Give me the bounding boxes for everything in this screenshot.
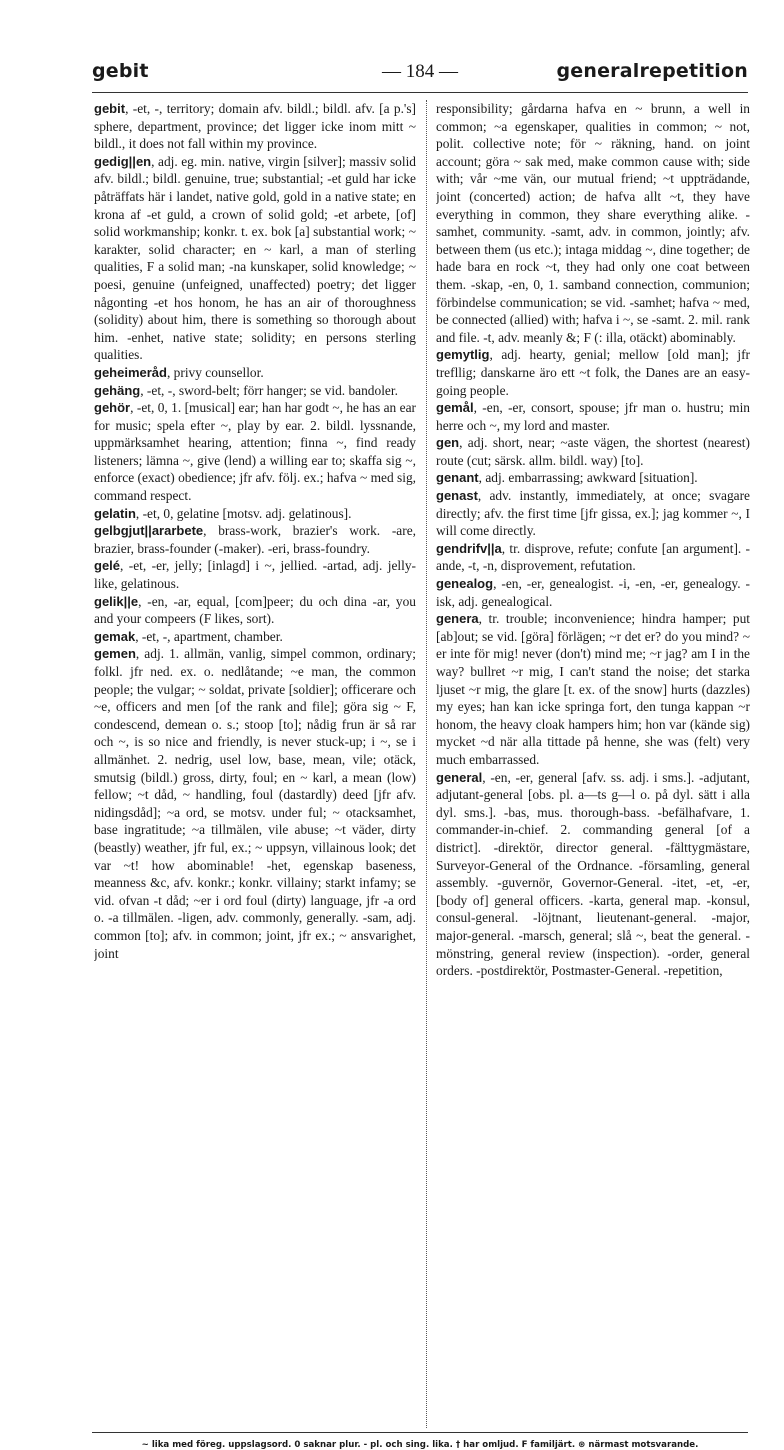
dictionary-entry <box>94 100 416 153</box>
entry-definition: , -et, -, territory; domain afv. bildl.; bildl. afv. [a p.'s] sphere, department, province; det ligger icke inom mitt ~ bildl., it does not fall within my province. <box>94 101 416 152</box>
entry-headword: gemak <box>94 628 136 644</box>
entry-definition: , tr. disprove, refute; confute [an argument]. -ande, -t, -n, disprovement, refutation. <box>436 540 750 574</box>
left-column <box>94 100 416 1422</box>
entry-definition: , brass-work, brazier's work. -are, brazier, brass-founder (-maker). -eri, brass-foundry. <box>94 523 416 556</box>
dictionary-entry <box>436 100 750 346</box>
dictionary-entry <box>436 769 750 980</box>
dictionary-entry <box>436 487 750 540</box>
dictionary-entry <box>94 593 416 628</box>
entry-headword: gen <box>436 435 460 451</box>
dictionary-entry <box>436 540 750 575</box>
dictionary-entry <box>94 628 416 646</box>
entry-definition: , -en, -er, consort, spouse; jfr man o. hustru; min herre och ~, my lord and master. <box>436 400 750 433</box>
entry-headword: genast <box>436 488 478 504</box>
dictionary-entry <box>94 382 416 400</box>
entry-definition: , adj. embarrassing; awkward [situation]. <box>478 470 698 486</box>
right-guideword: generalrepetition <box>556 60 748 82</box>
dictionary-entry <box>94 364 416 382</box>
entry-headword: gelatin <box>94 505 136 521</box>
entry-headword: gelbgjut||ararbete <box>94 523 204 539</box>
dictionary-entry <box>94 645 416 962</box>
right-column <box>436 100 750 1422</box>
dictionary-entry <box>94 557 416 592</box>
left-guideword: gebit <box>92 60 149 82</box>
footer-rule <box>92 1432 748 1433</box>
entry-definition: , adj. eg. min. native, virgin [silver]; massiv solid afv. bildl.; bildl. genuine, true; substantial; -et guld har icke påträffats här i landet, native gold, gold in a native state; en krona af -et guld, a crown of solid gold; -et arbete, [of] solid workmanship; konkr. t. ex. bok [a] substantial work; ~ karakter, solid character; en ~ karl, a man of sterling qualities, F a solid man; -na kunskaper, solid knowledge; ~ poesi, genuine (unfeigned, unaffected) poetry; det ligger någonting -et hos honom, he has an air of thoroughness (solidity) about him, there is something so thorough about him. -enhet, native state; solidity; en persons sterling qualities. <box>94 153 416 363</box>
entry-definition: , -et, -er, jelly; [inlagd] i ~, jellied. -artad, adj. jelly-like, gelatinous. <box>94 558 416 592</box>
dictionary-entry <box>436 610 750 768</box>
entry-definition: , adj. 1. allmän, vanlig, simpel common, ordinary; folkl. jfr ned. ex. o. nedlåtande; ~e man, the common people; the vulgar; ~ soldat, private [soldier]; officerare och ~e, officers and men [of the rank and file]; göra sig ~ F, condescend, demean o. s.; stoop [to]; nådig frun är så rar och ~, is so nice and friendly, is never stuck-up; i ~, se i allmänhet. 2. nedrig, usel low, base, mean, vile; otäck, smutsig (bildl.) gross, dirty, foul; en ~ karl, a mean (low) fellow; ~t dåd, ~ handling, foul (dastardly) deed [jfr afv. nidingsdåd]; ~a ord, se motsv. under ful; ~ otacksamhet, base ingratitude; ~a tillmälen, vile abuse; ~t väder, dirty (beastly) weather, jfr ful, ex.; ~ uppsyn, villainous look; det var ~t! how abominable! -het, egenskap baseness, meanness &c, afv. konkr.; konkr. villainy; starkt infamy; se vid. ofvan -t dåd; ~er i ord foul (dirty) language, jfr -a ord o. -a tillmälen. -ligen, adv. commonly, generally. -sam, adj. common [to]; afv. in common; joint, jfr ex.; ~ ansvarighet, joint <box>94 646 416 961</box>
entry-headword: gelé <box>94 558 121 574</box>
header-rule <box>92 92 748 93</box>
entry-definition: , tr. trouble; inconvenience; hindra hamper; put [ab]out; se vid. [göra] förlägen; ~r det er? do you mind? ~ er inte för mig! never (don't) mind me; ~r jag? am I in the way? bullret ~r mig, I can't stand the noise; det starka ljuset ~r mig, the glare [t. ex. of the snow] hurts (dazzles) my eyes; han kan icke springa fort, den tunga kappan ~r honom, the heavy cloak hampers him; hon var (kände sig) mycket ~d när alla tittade på henne, she was (felt) very much embarrassed. <box>436 611 750 767</box>
dictionary-entry <box>94 522 416 557</box>
entry-definition: , -en, -ar, equal, [com]peer; du och dina -ar, you and your compeers (F likes, sort). <box>94 593 416 627</box>
dictionary-entry <box>94 399 416 505</box>
entry-headword: gemytlig <box>436 347 490 363</box>
entry-definition: , -et, 0, 1. [musical] ear; han har godt ~, he has an ear for music; spela efter ~, play by ear. 2. bildl. lyssnande, uppmärksamhet hearing, attention; finna ~, find ready listeners; lämna ~, give (lend) a willing ear to; skaffa sig ~, enforce (exact) obedience; jfr afv. följ. ex.; hafva ~ med sig, command respect. <box>94 400 416 504</box>
dictionary-entry <box>436 434 750 469</box>
column-divider <box>426 100 427 1428</box>
page-number: — 184 — <box>382 61 458 82</box>
entry-definition: , -et, -, sword-belt; förr hanger; se vid. bandoler. <box>140 382 398 398</box>
entry-headword: gedig||en <box>94 153 152 169</box>
entry-definition: , adj. hearty, genial; mellow [old man]; jfr trefllig; danskarne äro ett ~t folk, the Danes are an easy-going people. <box>436 347 750 398</box>
entry-definition: , adv. instantly, immediately, at once; svagare directly; afv. the first time [jfr gissa, ex.]; jag kommer ~, I will come directly. <box>436 488 750 539</box>
entry-headword: gehäng <box>94 382 141 398</box>
entry-definition: , -en, -er, general [afv. ss. adj. i sms.]. -adjutant, adjutant-general [obs. pl. a—ts g—l o. på dyl. sätt i alla dyl. sms.]. -bas, mus. thorough-bass. -befälhafvare, 1. commander-in-chief. 2. commanding general [of a district]. -direktör, director general. -fälttygmästare, Surveyor-General of the Ordnance. -församling, general assembly. -guvernör, Governor-General. -itet, -et, -er, [body of] general officers. -karta, general map. -konsul, consul-general. -löjtnant, lieutenant-general. -major, major-general. -marsch, general; slå ~, beat the general. -mönstring, general review (inspection). -order, general orders. -postdirektör, Postmaster-General. -repetition, <box>436 769 750 979</box>
dictionary-entry <box>94 153 416 364</box>
entry-headword: gehör <box>94 400 131 416</box>
dictionary-entry <box>94 505 416 523</box>
entry-headword: genealog <box>436 576 494 592</box>
entry-definition: , -et, -, apartment, chamber. <box>135 628 283 644</box>
dictionary-entry <box>436 575 750 610</box>
entry-definition: , adj. short, near; ~aste vägen, the shortest (nearest) route (cut; särsk. allm. bildl. way) [to]. <box>436 435 750 468</box>
entry-headword: genera <box>436 611 479 627</box>
dictionary-entry <box>436 399 750 434</box>
entry-headword: geheimeråd <box>94 364 167 380</box>
entry-headword: gelik||e <box>94 593 139 609</box>
entry-definition: , -et, 0, gelatine [motsv. adj. gelatinous]. <box>135 505 352 521</box>
dictionary-entry <box>436 346 750 399</box>
entry-headword: gebit <box>94 101 126 116</box>
entry-definition: responsibility; gårdarna hafva en ~ brunn, a well in common; ~a egenskaper, qualities in common; ~ not, polit. collective note; för ~ räkning, hand. on joint account; göra ~ sak med, make common cause with; side with; vår ~me vän, our mutual friend; ~t uppträdande, joint (concerted) action; de hafva allt ~t, they have everything in common, they share everything alike. -samhet, community. -samt, adv. in common, jointly; afv. between them (us etc.); intaga middag ~, dine together; de hade bara en rock ~t, they had only one coat between them. -skap, -en, 0, 1. samband connection, communion; förbindelse communication; se vid. -samhet; hafva ~ med, be connected (allied) with; hafva i ~, se -samt. 2. mil. rank and file. -t, adv. meanly &; F (: illa, otäckt) abominably. <box>436 101 750 345</box>
abbreviation-legend: ~ lika med föreg. uppslagsord. 0 saknar plur. - pl. och sing. lika. † har omljud. F familjärt. ⊛ närmast motsvarande. <box>141 1440 699 1450</box>
entry-headword: gemål <box>436 400 474 416</box>
entry-headword: gendrifv||a <box>436 540 502 556</box>
entry-definition: , -en, -er, genealogist. -i, -en, -er, genealogy. -isk, adj. genealogical. <box>436 576 750 609</box>
dictionary-entry <box>436 469 750 487</box>
page-header <box>92 60 748 90</box>
entry-headword: general <box>436 769 483 785</box>
entry-headword: gemen <box>94 646 136 662</box>
entry-definition: , privy counsellor. <box>166 364 264 380</box>
entry-headword: genant <box>436 470 479 486</box>
